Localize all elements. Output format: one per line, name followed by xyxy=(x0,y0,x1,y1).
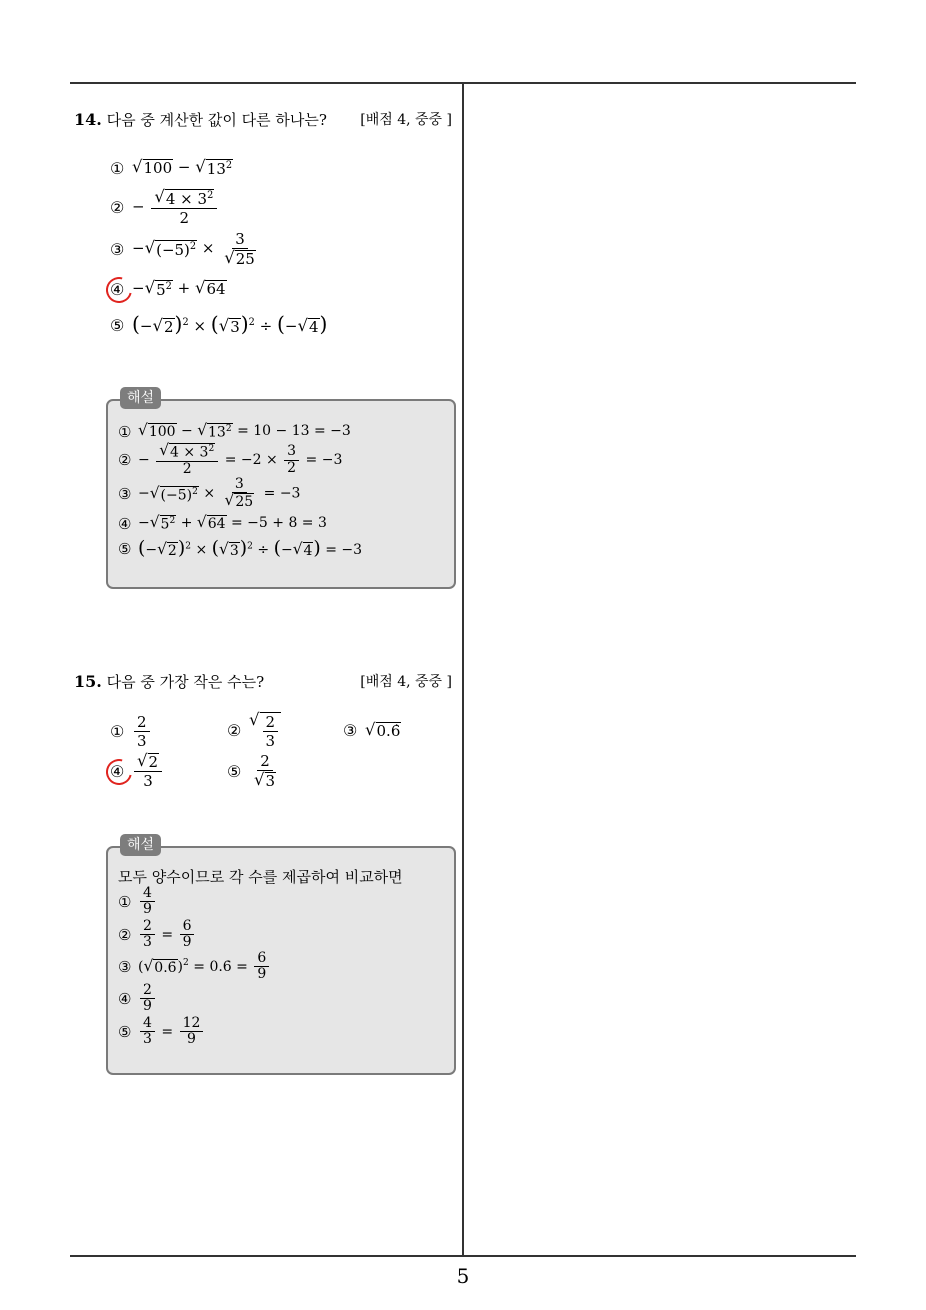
math-expression: − √ $5^2$ + √ 64 = −5 + 8 = 3 xyxy=(138,513,327,533)
solution-line-2 xyxy=(118,919,196,951)
option-label: ① xyxy=(110,722,125,741)
solution-line-1 xyxy=(118,886,157,918)
option-label: ③ xyxy=(118,484,132,503)
column-divider xyxy=(462,82,464,1256)
solution-line-4 xyxy=(118,515,327,533)
math-expression: − √ $4 \times 3^2$ 2 xyxy=(132,188,219,227)
solution-line-3 xyxy=(118,477,300,510)
question-number: 14. xyxy=(74,110,102,129)
math-expression: (− √ 2 )$^2$ × ( √ 3 )$^2$ ÷ (− √ 4 ) = −3 xyxy=(138,537,363,559)
q14-option-5[interactable] xyxy=(110,314,327,336)
option-label: ② xyxy=(118,451,132,470)
math-expression: √ $\frac{2}{3}$ xyxy=(249,711,281,750)
bottom-rule xyxy=(70,1255,856,1257)
q15-option-1[interactable] xyxy=(110,713,152,750)
q15-option-3[interactable] xyxy=(343,721,401,740)
solution-tag: 해설 xyxy=(120,387,161,409)
question-14-header xyxy=(74,110,452,130)
q14-option-1[interactable] xyxy=(110,158,233,178)
option-label: ⑤ xyxy=(110,315,125,335)
math-expression: 2 √ 3 xyxy=(254,752,276,790)
math-expression: $\frac{4}{3}$ = $\frac{12}{9}$ xyxy=(138,1016,205,1048)
question-meta: [배점 4, 중중 ] xyxy=(360,674,452,690)
solution-line-1 xyxy=(118,423,351,441)
q14-option-2[interactable] xyxy=(110,188,219,227)
q15-option-2[interactable] xyxy=(227,711,281,750)
option-label: ② xyxy=(118,925,132,944)
option-label: ④ xyxy=(110,761,125,781)
math-expression: √ 2 3 xyxy=(132,752,164,790)
question-meta: [배점 4, 중중 ] xyxy=(360,112,452,128)
option-label: ④ xyxy=(118,515,132,533)
q14-option-4[interactable] xyxy=(110,279,227,299)
question-15-header xyxy=(74,672,452,692)
option-label: ⑤ xyxy=(118,1022,132,1041)
question-number: 15. xyxy=(74,672,102,691)
solution-line-5 xyxy=(118,539,362,559)
math-expression: − √ $5^2$ + √ 64 xyxy=(132,278,226,299)
solution-line-4 xyxy=(118,983,157,1015)
math-expression: − √ $(-5)^2$ × 3 √ 25 = −3 xyxy=(138,476,301,511)
option-label: ① xyxy=(118,423,132,441)
option-label: ③ xyxy=(343,721,358,741)
option-label: ① xyxy=(110,158,125,178)
option-label: ⑤ xyxy=(118,540,132,559)
question-text: 다음 중 가장 작은 수는? xyxy=(106,673,265,691)
solution-line-3 xyxy=(118,951,271,983)
option-label: ② xyxy=(227,721,242,740)
q15-option-4[interactable] xyxy=(110,752,164,790)
page-number: 5 xyxy=(456,1264,470,1288)
option-label: ⑤ xyxy=(227,761,242,781)
option-label: ③ xyxy=(110,239,125,259)
math-expression: √ 0.6̇ xyxy=(365,720,401,740)
math-expression: √ 100 − √ $13^2$ = 10 − 13 = −3 xyxy=(138,421,351,441)
math-expression: $\frac{4}{9}$ xyxy=(138,886,157,918)
math-expression: − √ $(-5)^2$ × 3 √ 25 xyxy=(132,230,255,268)
math-expression: $\frac{2}{3}$ xyxy=(132,713,152,750)
q15-option-5[interactable] xyxy=(227,752,281,790)
option-label: ④ xyxy=(110,279,125,299)
math-expression: $\frac{2}{9}$ xyxy=(138,983,157,1015)
option-label: ① xyxy=(118,892,132,911)
math-expression: $\frac{2}{3}$ = $\frac{6}{9}$ xyxy=(138,919,196,951)
option-label: ② xyxy=(110,198,125,218)
math-expression: − √ $4 \times 3^2$ 2 = −2 × $\frac{3}{2}$ = −3 xyxy=(138,441,343,477)
q14-option-3[interactable] xyxy=(110,230,261,268)
math-expression: √ 100 − √ $13^2$ xyxy=(132,157,233,178)
question-text: 다음 중 계산한 값이 다른 하나는? xyxy=(106,111,327,129)
option-label: ③ xyxy=(118,957,132,976)
solution-tag: 해설 xyxy=(120,834,161,856)
solution-line-2 xyxy=(118,443,342,477)
math-expression: ( √ 0.6̇ )$^2$ = 0.6̇ = $\frac{6}{9}$ xyxy=(138,951,271,983)
solution-line-5 xyxy=(118,1016,205,1048)
math-expression: (− √ 2 )$^2$ × ( √ 3 )$^2$ ÷ (− √ 4 ) xyxy=(132,312,328,336)
solution-intro: 모두 양수이므로 각 수를 제곱하여 비교하면 xyxy=(118,868,403,886)
option-label: ④ xyxy=(118,989,132,1008)
